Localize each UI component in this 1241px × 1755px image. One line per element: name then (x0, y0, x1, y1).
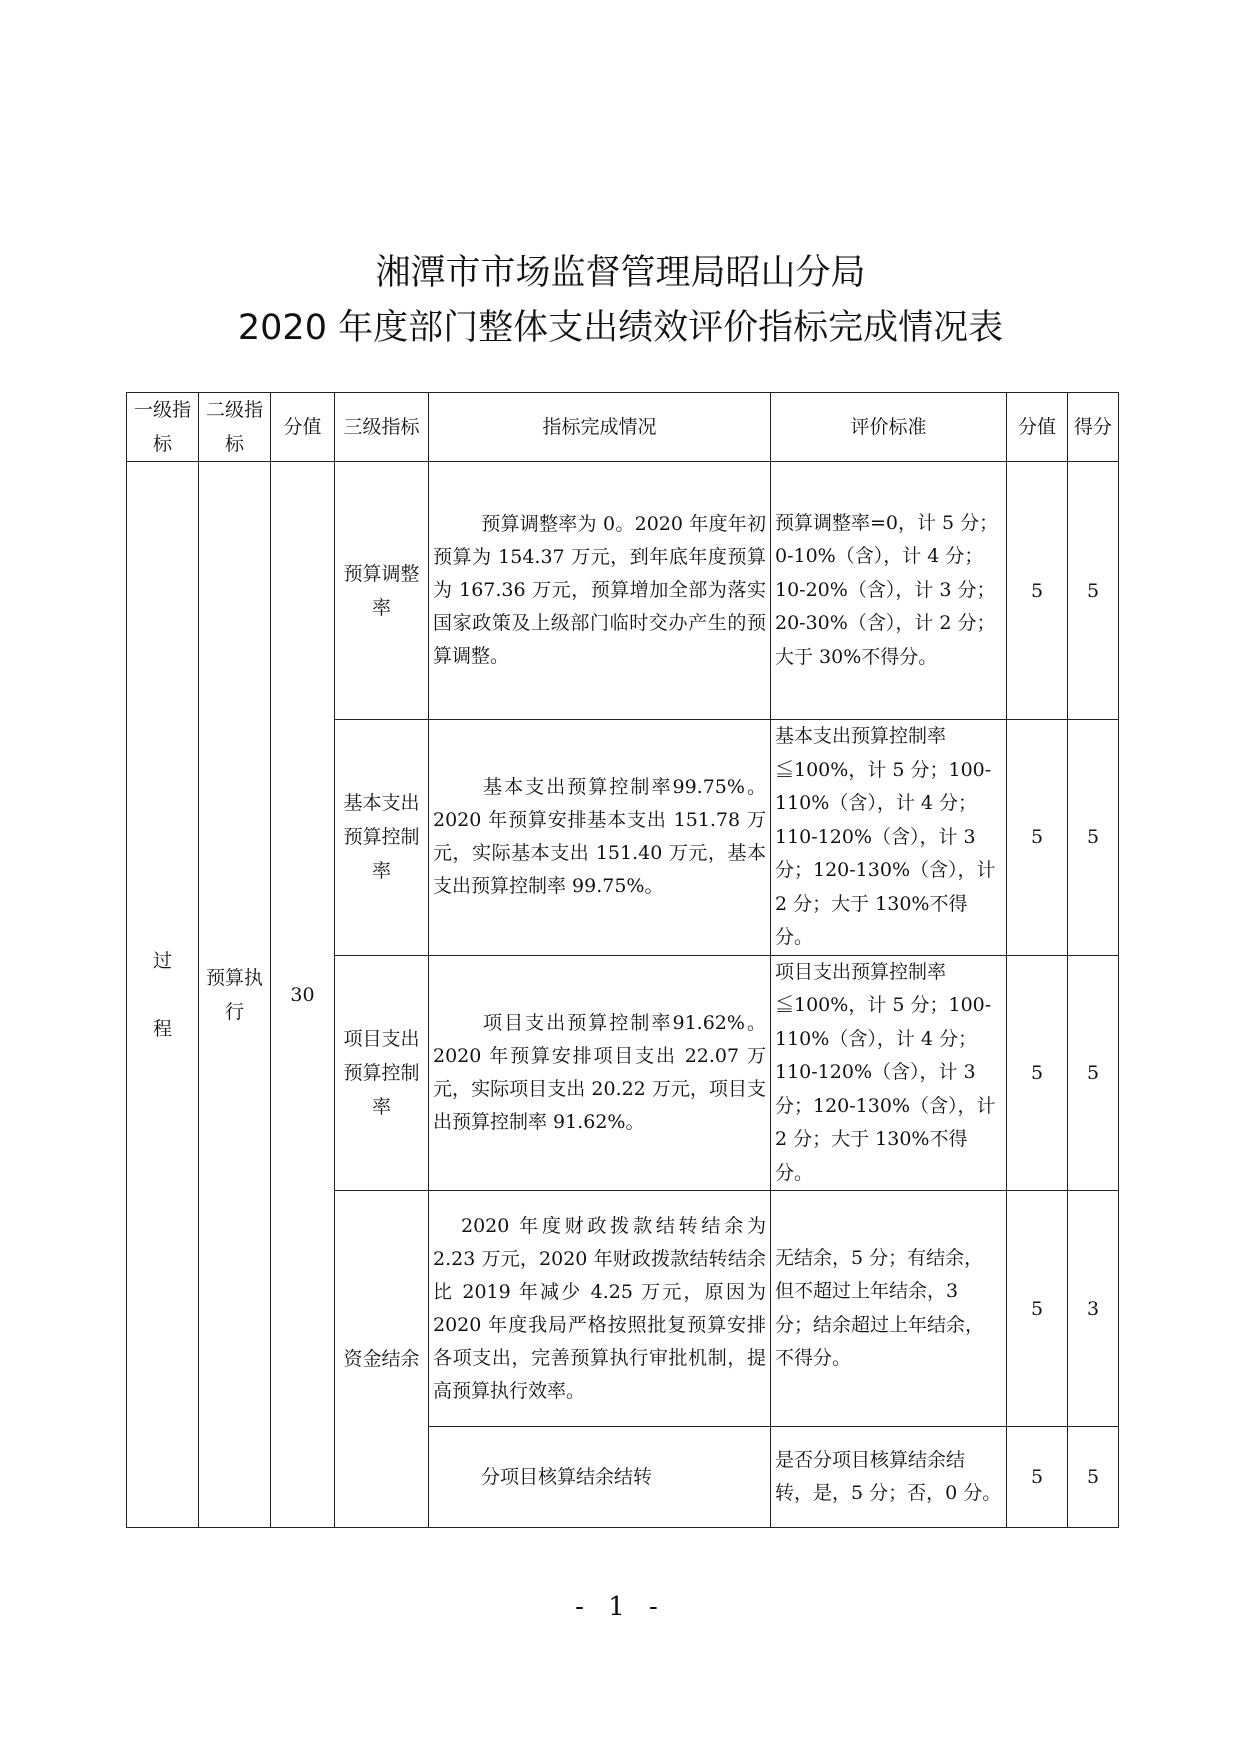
standard-cell: 项目支出预算控制率≦100%，计 5 分；100-110%（含），计 4 分；110-120%（含），计 3 分；120-130%（含），计 2 分；大于 130%不得分。 (771, 955, 1007, 1191)
evaluation-table (126, 392, 1119, 1528)
completion-cell (429, 720, 771, 956)
level1-char-2: 程 (152, 1017, 172, 1040)
score-cell: 30 (271, 462, 335, 1528)
header-points: 分值 (1007, 393, 1068, 462)
table-row (127, 462, 1119, 720)
completion-cell (429, 955, 771, 1191)
header-obtained: 得分 (1068, 393, 1119, 462)
completion-cell (429, 1427, 771, 1528)
header-completion: 指标完成情况 (429, 393, 771, 462)
header-level2: 二级指标 (199, 393, 271, 462)
points-cell: 5 (1007, 720, 1068, 956)
completion-text: 基本支出预算控制率99.75%。2020 年预算安排基本支出 151.78 万元，实际基本支出 151.40 万元，基本支出预算控制率 99.75%。 (433, 776, 766, 898)
page-number: - 1 - (575, 1592, 666, 1622)
level3-cell: 项目支出预算控制率 (335, 955, 429, 1191)
document-title-line2: 2020 年度部门整体支出绩效评价指标完成情况表 (237, 308, 1004, 348)
header-level1: 一级指标 (127, 393, 199, 462)
standard-cell: 基本支出预算控制率≦100%，计 5 分；100-110%（含），计 4 分；110-120%（含），计 3 分；120-130%（含），计 2 分；大于 130%不得分。 (771, 720, 1007, 956)
standard-cell: 是否分项目核算结余结转，是，5 分；否，0 分。 (771, 1427, 1007, 1528)
level2-cell: 预算执行 (199, 462, 271, 1528)
points-cell: 5 (1007, 1427, 1068, 1528)
level1-char-1: 过 (152, 949, 172, 972)
level3-cell: 资金结余 (335, 1191, 429, 1528)
header-standard: 评价标准 (771, 393, 1007, 462)
obtained-cell: 5 (1068, 720, 1119, 956)
completion-cell (429, 462, 771, 720)
obtained-cell: 5 (1068, 955, 1119, 1191)
header-score: 分值 (271, 393, 335, 462)
completion-text: 预算调整率为 0。2020 年度年初预算为 154.37 万元，到年底年度预算为 167.36 万元，预算增加全部为落实国家政策及上级部门临时交办产生的预算调整。 (433, 513, 766, 667)
points-cell: 5 (1007, 955, 1068, 1191)
standard-cell: 预算调整率=0，计 5 分；0-10%（含），计 4 分；10-20%（含），计 3 分；20-30%（含），计 2 分；大于 30%不得分。 (771, 462, 1007, 720)
document-title-line1: 湘潭市市场监督管理局昭山分局 (375, 253, 866, 293)
completion-text: 2020 年度财政拨款结转结余为 2.23 万元，2020 年财政拨款结转结余比 2019 年减少 4.25 万元，原因为 2020 年度我局严格按照批复预算安排各项支出，完善预算执行审批机制，提高预算执行效率。 (433, 1214, 766, 1402)
header-level3: 三级指标 (335, 393, 429, 462)
points-cell: 5 (1007, 1191, 1068, 1427)
completion-text: 分项目核算结余结转 (481, 1465, 653, 1488)
header-row (127, 393, 1119, 462)
level3-cell: 预算调整率 (335, 462, 429, 720)
obtained-cell: 5 (1068, 1427, 1119, 1528)
obtained-cell: 5 (1068, 462, 1119, 720)
obtained-cell: 3 (1068, 1191, 1119, 1427)
completion-cell (429, 1191, 771, 1427)
completion-text: 项目支出预算控制率91.62%。2020 年预算安排项目支出 22.07 万元，实际项目支出 20.22 万元，项目支出预算控制率 91.62%。 (433, 1011, 766, 1133)
level3-cell: 基本支出预算控制率 (335, 720, 429, 956)
standard-cell: 无结余，5 分；有结余，但不超过上年结余，3 分；结余超过上年结余，不得分。 (771, 1191, 1007, 1427)
points-cell: 5 (1007, 462, 1068, 720)
level1-cell (127, 462, 199, 1528)
